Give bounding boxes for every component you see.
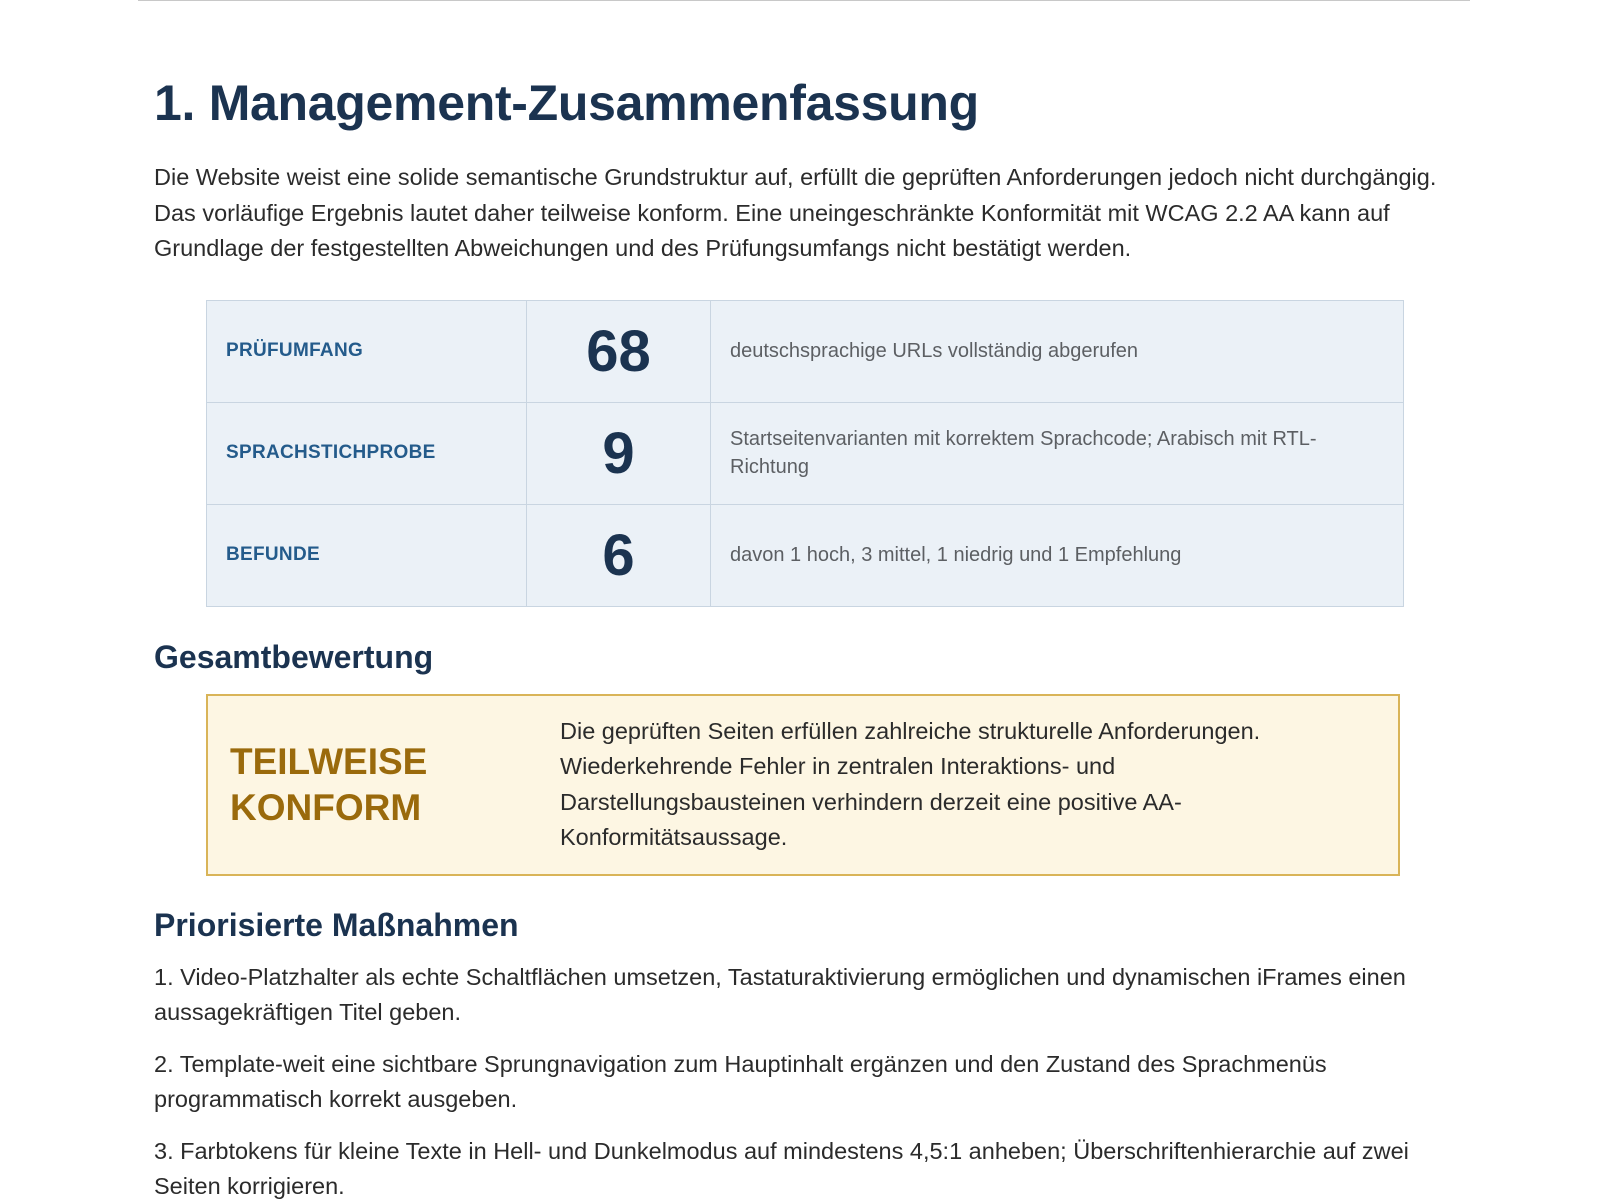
verdict-badge (208, 739, 560, 831)
top-divider (138, 0, 1470, 1)
stat-description: davon 1 hoch, 3 mittel, 1 niedrig und 1 Empfehlung (711, 504, 1404, 606)
stat-label: SPRACHSTICHPROBE (207, 402, 527, 504)
stat-value: 68 (527, 300, 711, 402)
section-title: 1. Management-Zusammenfassung (154, 75, 979, 131)
verdict-text: Die geprüften Seiten erfüllen zahlreiche strukturelle Anforderungen. Wiederkehrende Fehler in zentralen Interaktions- und Darstellungsbausteinen verhindern derzeit eine positive AA-Konformitätsaussage. (560, 717, 1261, 850)
stat-label: PRÜFUMFANG (207, 300, 527, 402)
stat-description: deutschsprachige URLs vollständig abgerufen (711, 300, 1404, 402)
stat-row-findings (207, 504, 1404, 606)
stat-label: BEFUNDE (207, 504, 527, 606)
stat-description: Startseitenvarianten mit korrektem Sprachcode; Arabisch mit RTL-Richtung (711, 402, 1404, 504)
rating-heading: Gesamtbewertung (154, 638, 434, 675)
measures-heading: Priorisierte Maßnahmen (154, 906, 519, 943)
intro-paragraph: Die Website weist eine solide semantische Grundstruktur auf, erfüllt die geprüften Anforderungen jedoch nicht durchgängig. Das vorläufige Ergebnis lautet daher teilweise konform. Eine uneingeschränkte Konformität mit WCAG 2.2 AA kann auf Grundlage der festgestellten Abweichungen und des Prüfungsumfangs nicht bestätigt werden. (154, 164, 1437, 261)
verdict-line-2: KONFORM (230, 786, 422, 828)
measures-list (154, 960, 1454, 1200)
stat-value: 6 (527, 504, 711, 606)
stats-table (206, 300, 1404, 607)
measure-item: 2. Template-weit eine sichtbare Sprungnavigation zum Hauptinhalt ergänzen und den Zustand des Sprachmenüs programmatisch korrekt ausgeben. (154, 1050, 1327, 1112)
measure-item: 1. Video-Platzhalter als echte Schaltflächen umsetzen, Tastaturaktivierung ermöglichen und dynamischen iFrames einen aussagekräftigen Titel geben. (154, 963, 1406, 1025)
verdict-box (206, 694, 1400, 876)
stat-row-scope (207, 300, 1404, 402)
verdict-line-1: TEILWEISE (230, 740, 428, 782)
stat-value: 9 (527, 402, 711, 504)
stat-row-language-sample (207, 402, 1404, 504)
measure-item: 3. Farbtokens für kleine Texte in Hell- und Dunkelmodus auf mindestens 4,5:1 anheben; Überschriftenhierarchie auf zwei Seiten korrigieren. (154, 1137, 1409, 1199)
summary-section (154, 68, 1454, 1200)
